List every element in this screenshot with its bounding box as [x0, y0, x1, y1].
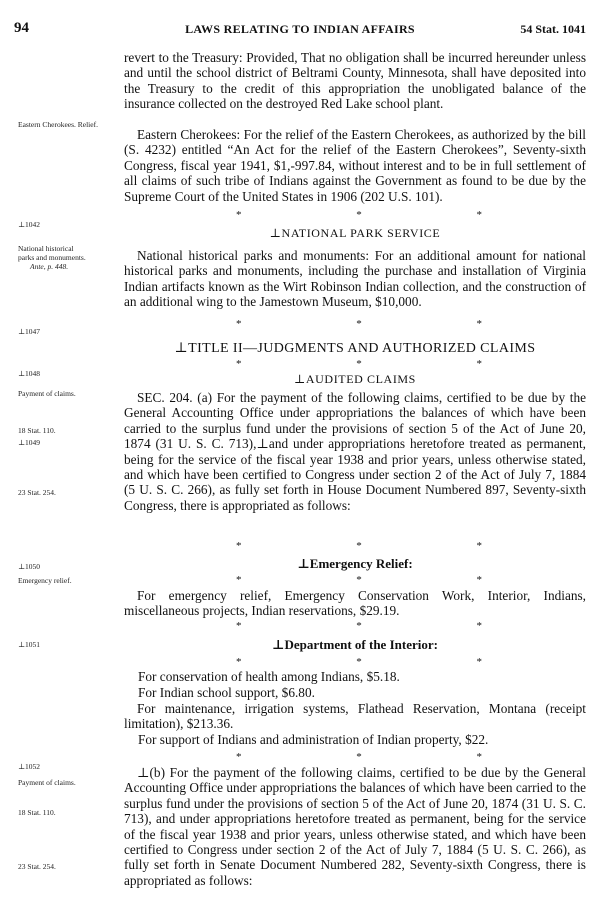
margin-note-1047: ⊥1047 [18, 327, 41, 336]
ellipsis-stars [236, 574, 482, 586]
heading-department-of-interior: ⊥Department of the Interior: [272, 637, 438, 652]
heading-audited-claims: ⊥AUDITED CLAIMS [294, 372, 416, 386]
star: * [236, 574, 242, 586]
item-indian-school-support: For Indian school support, $6.80. [138, 685, 315, 700]
margin-note-1042: ⊥1042 [18, 220, 41, 229]
margin-note-ante: Ante, p. 448. [30, 262, 69, 271]
margin-note-national-parks-line2: parks and monuments. [18, 253, 86, 262]
star: * [236, 209, 242, 221]
paragraph-national-parks: National historical parks and monuments: For an additional amount for national historical parks and monuments, including the purchase and installation of Virginia Indian artifacts known as the Wirt Robinson Indian collection, and the construction of an additional wing to the Jamestown Museum, $10,000. [124, 248, 586, 310]
paragraph-sec-204-a: SEC. 204. (a) For the payment of the following claims, certified to be due by the General Accounting Office under appropriations the balances of which have been carried to the surplus fund under the provisions of section 5 of the Act of June 20, 1874 (31 U. S. C. 713),⊥and under appropriations heretofore treated as permanent, being for the service of the fiscal year 1938 and prior years, unless otherwise stated, and which have been certified to Congress under section 2 of the Act of July 7, 1884 (5 U. S. C. 266), as fully set forth in House Document Numbered 897, Seventy-sixth Congress, there is appropriated as follows: [124, 390, 586, 513]
ellipsis-stars [236, 620, 482, 632]
page-number: 94 [14, 20, 29, 36]
margin-note-payment-of-claims: Payment of claims. [18, 389, 76, 398]
ellipsis-stars [236, 751, 482, 763]
star: * [236, 620, 242, 632]
running-title: LAWS RELATING TO INDIAN AFFAIRS [185, 22, 415, 36]
star: * [236, 751, 242, 763]
star: * [356, 574, 362, 586]
ellipsis-stars [236, 656, 482, 668]
star: * [476, 318, 482, 330]
ellipsis-stars [236, 318, 482, 330]
star: * [476, 751, 482, 763]
star: * [476, 574, 482, 586]
item-conservation-of-health: For conservation of health among Indians, $5.18. [138, 669, 400, 684]
heading-title-ii: ⊥TITLE II—JUDGMENTS AND AUTHORIZED CLAIMS [174, 341, 536, 356]
heading-emergency-relief: ⊥Emergency Relief: [297, 556, 413, 571]
item-support-of-indians: For support of Indians and administration of Indian property, $22. [138, 732, 489, 747]
star: * [356, 209, 362, 221]
margin-note-eastern-cherokees: Eastern Cherokees. Relief. [18, 120, 98, 129]
star: * [356, 751, 362, 763]
margin-note-1052: ⊥1052 [18, 762, 41, 771]
star: * [476, 358, 482, 370]
star: * [236, 358, 242, 370]
item-flathead-irrigation: For maintenance, irrigation systems, Flathead Reservation, Montana (receipt limitation), $213.36. [124, 701, 586, 732]
star: * [476, 620, 482, 632]
margin-note-18-stat-110: 18 Stat. 110. [18, 426, 56, 435]
ellipsis-stars [236, 540, 482, 552]
star: * [356, 620, 362, 632]
paragraph-eastern-cherokees: Eastern Cherokees: For the relief of the Eastern Cherokees, as authorized by the bill (S. 4232) entitled “An Act for the relief of the Eastern Cherokees”, Seventy-sixth Congress, fiscal year 1941, $1,-997.84, without interest and to be in full settlement of all claims of such tribe of Indians against the Government as found to be due by the Supreme Court of the United States in 1906 (202 U.S. 101). [124, 127, 586, 204]
star: * [476, 209, 482, 221]
margin-note-23-stat-254: 23 Stat. 254. [18, 488, 56, 497]
star: * [236, 656, 242, 668]
statute-citation: 54 Stat. 1041 [520, 22, 586, 36]
star: * [356, 358, 362, 370]
ellipsis-stars [236, 209, 482, 221]
star: * [236, 540, 242, 552]
heading-national-park-service: ⊥NATIONAL PARK SERVICE [269, 226, 441, 240]
margin-note-1048: ⊥1048 [18, 369, 41, 378]
margin-note-national-parks [18, 244, 122, 271]
margin-note-1050: ⊥1050 [18, 562, 41, 571]
margin-note-1049: ⊥1049 [18, 438, 41, 447]
star: * [476, 540, 482, 552]
paragraph-emergency-relief: For emergency relief, Emergency Conservation Work, Interior, Indians, miscellaneous projects, Indian reservations, $29.19. [124, 588, 586, 619]
margin-note-payment-of-claims-2: Payment of claims. [18, 778, 76, 787]
margin-note-23-stat-254-2: 23 Stat. 254. [18, 862, 56, 871]
star: * [356, 656, 362, 668]
star: * [476, 656, 482, 668]
margin-note-emergency-relief: Emergency relief. [18, 576, 72, 585]
star: * [356, 318, 362, 330]
paragraph-revert: revert to the Treasury: Provided, That no obligation shall be incurred hereunder unless and until the school district of Beltrami County, Minnesota, shall have deposited into the Treasury to the credit of this appropriation the unobligated balance of the insurance collected on the destroyed Red Lake school plant. [124, 50, 586, 112]
star: * [356, 540, 362, 552]
ellipsis-stars [236, 358, 482, 370]
star: * [236, 318, 242, 330]
paragraph-sec-204-b: ⊥(b) For the payment of the following claims, certified to be due by the General Accounting Office under appropriations the balances of which have been carried to the surplus fund under the provisions of section 5 of the Act of June 20, 1874 (31 U. S. C. 713), and under appropriations heretofore treated as permanent, being for the service of the fiscal year 1938 and prior years, unless otherwise stated, and which have been certified to Congress under section 2 of the Act of July 7, 1884 (5 U. S. C. 266), as fully set forth in Senate Document Numbered 282, Seventy-sixth Congress, there is appropriated as follows: [124, 765, 587, 888]
margin-note-18-stat-110-2: 18 Stat. 110. [18, 808, 56, 817]
margin-note-national-parks-line1: National historical [18, 244, 74, 253]
margin-note-1051: ⊥1051 [18, 640, 41, 649]
